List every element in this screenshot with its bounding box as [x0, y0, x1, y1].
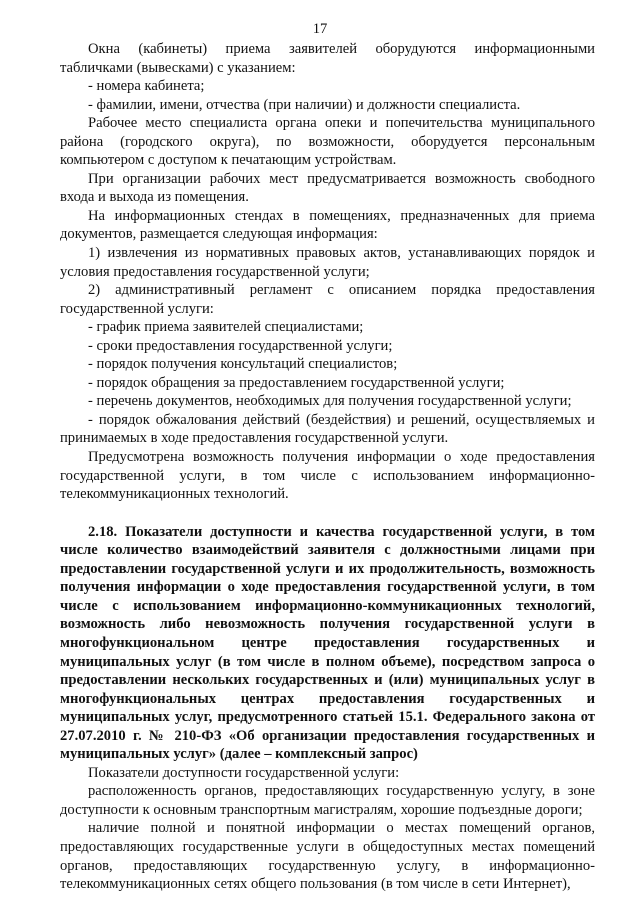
section-heading: 2.18. Показатели доступности и качества государственной услуги, в том числе количество взаимодействий заявителя с должностными лицами при предоставлении государственной услуги и их продолжительность, возможность получения информации о ходе предоставления государственной услуги, в том числе с использованием информационно-коммуникационных технологий, возможность либо невозможность получения государственной услуги в многофункциональном центре предоставления государственных и муниципальных услуг (в том числе в полном объеме), посредством запроса о предоставлении нескольких государственных и (или) муниципальных услуг в многофункциональных центрах предоставления государственных и муниципальных услуг, предусмотренного статьей 15.1. Федерального закона от 27.07.2010 г. № 210-ФЗ «Об организации предоставления государственных и муниципальных услуг» (далее – комплексный запрос)	[60, 523, 595, 763]
paragraph-information-availability: наличие полной и понятной информации о местах помещений органов, предоставляющих государственные услуги в общедоступных местах помещений органов, предоставляющих государственную услугу, в информационно-телекоммуникационных сетях общего пользования (в том числе в сети Интернет),	[60, 820, 595, 893]
list-item-deadlines: - сроки предоставления государственной услуги;	[88, 337, 393, 354]
list-item-consultations: - порядок получения консультаций специалистов;	[88, 356, 398, 373]
paragraph-signage: Окна (кабинеты) приема заявителей оборудуются информационными табличками (вывесками) с указанием:	[60, 41, 595, 76]
list-item-appeal-procedure: - порядок обжалования действий (бездействия) и решений, осуществляемых и принимаемых в ходе предоставления государственной услуги.	[60, 411, 595, 447]
paragraph-workplace: Рабочее место специалиста органа опеки и попечительства муниципального района (городского округа), по возможности, оборудуется персональным компьютером с доступом к печатающим устройствам.	[60, 115, 595, 169]
list-item-application-procedure: - порядок обращения за предоставлением государственной услуги;	[88, 374, 505, 391]
paragraph-location: расположенность органов, предоставляющих государственную услугу, в зоне доступности к основным транспортным магистралям, хорошие подъездные дороги;	[60, 783, 595, 818]
list-item-schedule: - график приема заявителей специалистами;	[88, 319, 364, 336]
list-item-documents: - перечень документов, необходимых для получения государственной услуги;	[88, 393, 572, 410]
document-body	[60, 40, 595, 894]
paragraph-accessibility-indicators: Показатели доступности государственной услуги:	[88, 764, 400, 781]
paragraph-progress-info: Предусмотрена возможность получения информации о ходе предоставления государственной услуги, в том числе с использованием информационно-телекоммуникационных технологий.	[60, 449, 595, 503]
list-item-cabinet-number: - номера кабинета;	[88, 78, 205, 95]
section-spacer	[60, 504, 595, 523]
list-item-specialist-name: - фамилии, имени, отчества (при наличии) и должности специалиста.	[88, 96, 521, 113]
list-item-regulation: 2) административный регламент с описанием порядка предоставления государственной услуги:	[60, 282, 595, 317]
page-number: 17	[312, 21, 328, 37]
paragraph-info-stands: На информационных стендах в помещениях, предназначенных для приема документов, размещается следующая информация:	[60, 207, 595, 243]
paragraph-free-access: При организации рабочих мест предусматривается возможность свободного входа и выхода из помещения.	[60, 170, 595, 206]
list-item-extracts: 1) извлечения из нормативных правовых актов, устанавливающих порядок и условия предоставления государственной услуги;	[60, 245, 595, 280]
